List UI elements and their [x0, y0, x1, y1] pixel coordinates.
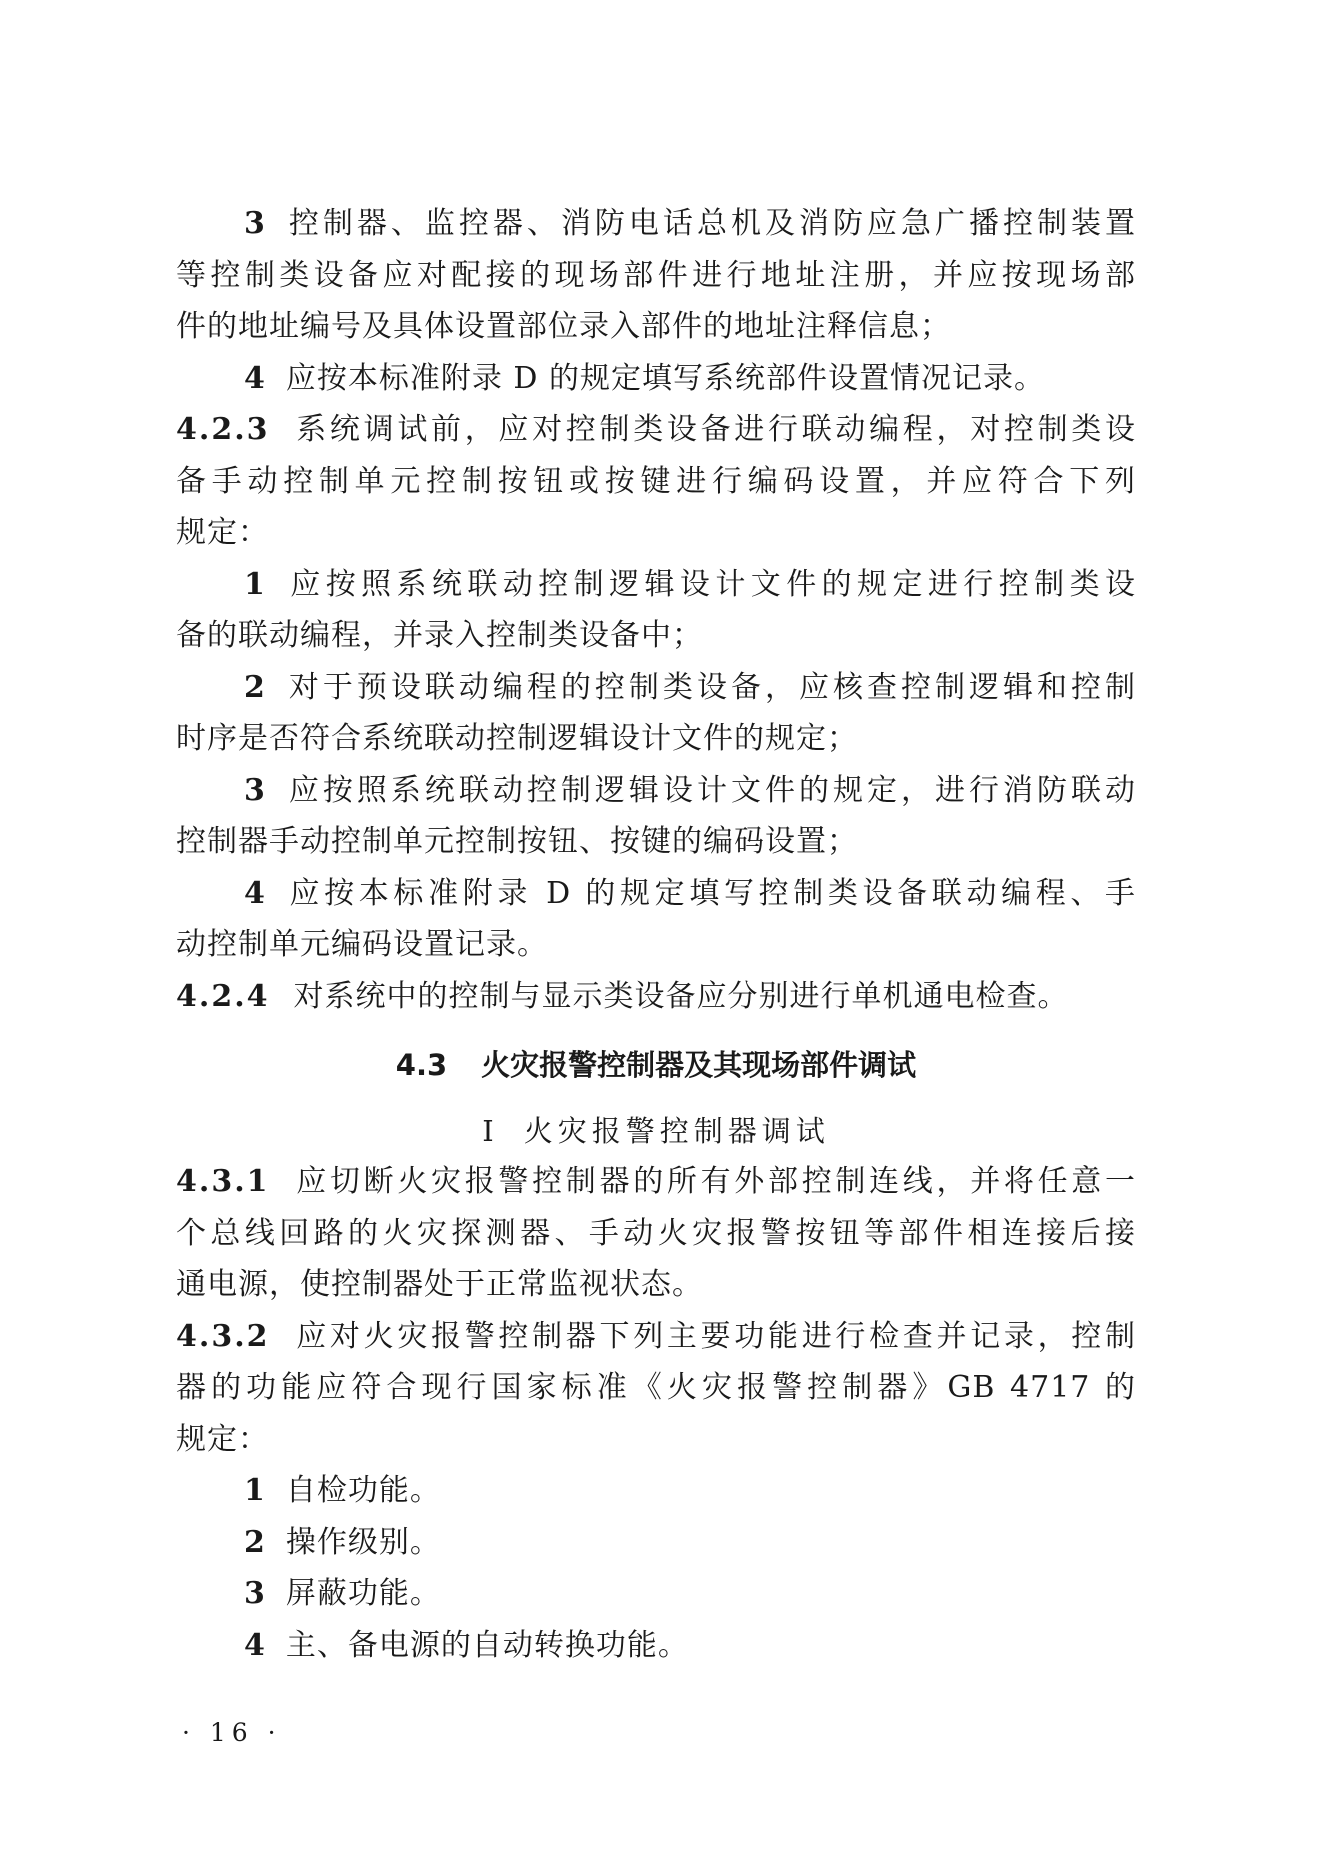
clause-paragraph	[176, 1156, 1136, 1311]
item-number: 2	[244, 669, 266, 705]
line-text: 主、备电源的自动转换功能。	[285, 1627, 689, 1663]
line-text: 对于预设联动编程的控制类设备，应核查控制逻辑和控制	[285, 669, 1136, 705]
item-number: 4	[244, 875, 266, 911]
text-line	[176, 713, 1136, 765]
subsection-title: 火灾报警控制器调试	[523, 1114, 830, 1148]
list-item	[176, 198, 1136, 353]
line-text: 器的功能应符合现行国家标准《火灾报警控制器》GB 4717 的	[176, 1370, 1136, 1405]
list-item	[176, 765, 1136, 868]
list-item	[176, 1568, 1136, 1620]
line-text: 应切断火灾报警控制器的所有外部控制连线，并将任意一	[293, 1164, 1136, 1199]
list-item	[176, 1465, 1136, 1517]
page-number: · 16 ·	[182, 1718, 282, 1747]
text-line	[176, 610, 1136, 662]
text-line	[176, 1517, 1136, 1569]
item-number: 3	[244, 206, 266, 241]
list-item	[176, 1620, 1136, 1672]
line-text: 控制器、监控器、消防电话总机及消防应急广播控制装置	[285, 206, 1136, 241]
line-text: 应按本标准附录 D 的规定填写系统部件设置情况记录。	[285, 360, 1045, 396]
line-text: 对系统中的控制与显示类设备应分别进行单机通电检查。	[293, 978, 1069, 1014]
text-line	[176, 1620, 1136, 1672]
line-text: 应按本标准附录 D 的规定填写控制类设备联动编程、手	[285, 875, 1136, 911]
text-line	[176, 1414, 1136, 1466]
text-line	[176, 1311, 1136, 1363]
list-item	[176, 353, 1136, 405]
text-line	[176, 662, 1136, 714]
text-line	[176, 919, 1136, 971]
line-text: 应按照系统联动控制逻辑设计文件的规定进行控制类设	[285, 566, 1136, 602]
line-text: 备手动控制单元控制按钮或按键进行编码设置，并应符合下列	[176, 463, 1136, 499]
line-text: 自检功能。	[285, 1473, 441, 1508]
text-line	[176, 559, 1136, 611]
text-line	[176, 404, 1136, 456]
text-line	[176, 971, 1136, 1023]
section-title: 火灾报警控制器及其现场部件调试	[481, 1048, 917, 1082]
line-text: 控制器手动控制单元控制按钮、按键的编码设置；	[176, 824, 858, 859]
list-item	[176, 1517, 1136, 1569]
subsection-heading	[176, 1106, 1136, 1156]
item-number: 4	[244, 360, 266, 396]
text-line	[176, 1156, 1136, 1208]
clause-paragraph	[176, 1311, 1136, 1466]
line-text: 动控制单元编码设置记录。	[176, 927, 548, 962]
clause-number: 4.2.3	[176, 412, 270, 447]
text-line	[176, 1465, 1136, 1517]
text-line	[176, 1362, 1136, 1414]
section-heading	[176, 1040, 1136, 1090]
line-text: 操作级别。	[285, 1524, 441, 1560]
item-number: 4	[244, 1627, 266, 1663]
clause-number: 4.3.2	[176, 1318, 270, 1354]
text-line	[176, 198, 1136, 250]
text-line	[176, 250, 1136, 302]
item-number: 1	[244, 566, 266, 602]
clause-paragraph	[176, 404, 1136, 559]
text-line	[176, 456, 1136, 508]
text-line	[176, 765, 1136, 817]
line-text: 系统调试前，应对控制类设备进行联动编程，对控制类设	[293, 412, 1136, 447]
section-number: 4.3	[395, 1048, 448, 1082]
clauses-4-2	[176, 198, 1136, 1022]
list-item	[176, 662, 1136, 765]
item-number: 3	[244, 772, 266, 808]
text-line	[176, 1259, 1136, 1311]
clause-number: 4.2.4	[176, 978, 270, 1014]
text-line	[176, 868, 1136, 920]
line-text: 等控制类设备应对配接的现场部件进行地址注册，并应按现场部	[176, 257, 1136, 293]
clause-paragraph	[176, 971, 1136, 1023]
line-text: 屏蔽功能。	[285, 1576, 441, 1611]
text-line	[176, 353, 1136, 405]
line-text: 应按照系统联动控制逻辑设计文件的规定，进行消防联动	[285, 772, 1136, 808]
document-body	[176, 198, 1136, 1671]
line-text: 备的联动编程，并录入控制类设备中；	[176, 618, 703, 653]
clauses-4-3	[176, 1156, 1136, 1671]
text-line	[176, 301, 1136, 353]
subsection-roman: Ⅰ	[482, 1114, 494, 1148]
line-text: 规定：	[176, 515, 269, 550]
line-text: 通电源，使控制器处于正常监视状态。	[176, 1267, 703, 1302]
text-line	[176, 816, 1136, 868]
list-item	[176, 868, 1136, 971]
item-number: 3	[244, 1576, 266, 1611]
text-line	[176, 1208, 1136, 1260]
text-line	[176, 1568, 1136, 1620]
item-number: 1	[244, 1473, 266, 1508]
list-item	[176, 559, 1136, 662]
clause-number: 4.3.1	[176, 1164, 270, 1199]
line-text: 件的地址编号及具体设置部位录入部件的地址注释信息；	[176, 309, 951, 344]
text-line	[176, 507, 1136, 559]
item-number: 2	[244, 1524, 266, 1560]
line-text: 个总线回路的火灾探测器、手动火灾报警按钮等部件相连接后接	[176, 1215, 1136, 1251]
line-text: 时序是否符合系统联动控制逻辑设计文件的规定；	[176, 721, 858, 756]
line-text: 规定：	[176, 1421, 269, 1457]
line-text: 应对火灾报警控制器下列主要功能进行检查并记录，控制	[293, 1318, 1136, 1354]
